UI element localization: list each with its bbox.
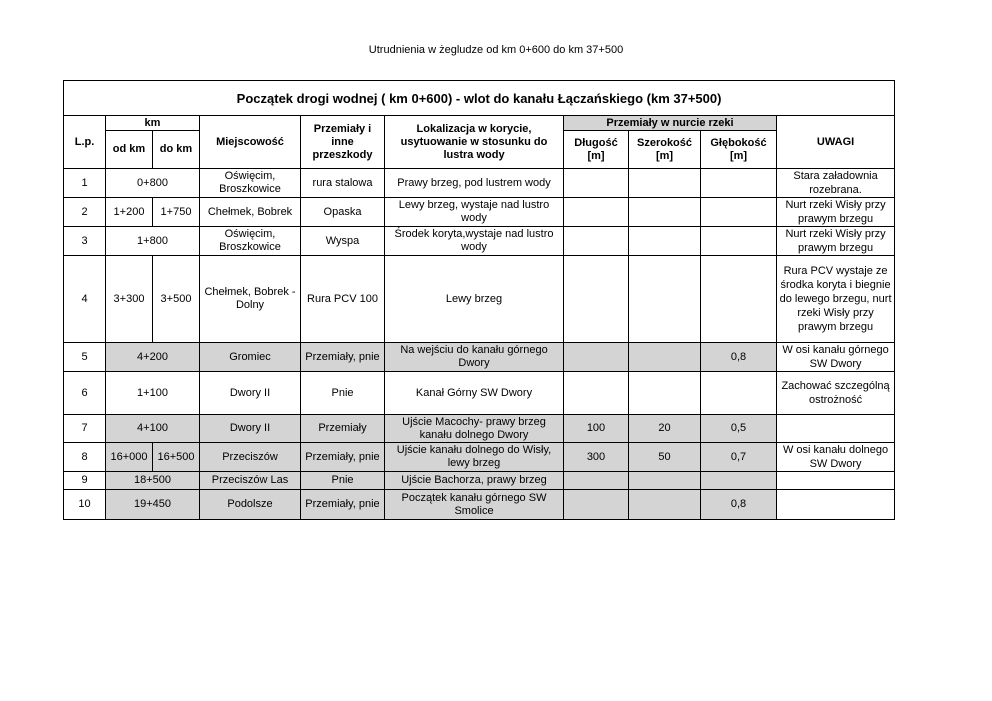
cell-km: 0+800	[106, 169, 200, 198]
header-km: km	[106, 116, 200, 131]
cell-km: 18+500	[106, 472, 200, 490]
table-row	[64, 343, 895, 372]
cell-przeszkody: Wyspa	[301, 227, 385, 256]
cell-miejscowosc: Gromiec	[200, 343, 301, 372]
cell-dlugosc	[564, 169, 629, 198]
cell-szerokosc	[629, 372, 701, 415]
cell-glebokosc: 0,8	[701, 343, 777, 372]
cell-miejscowosc: Oświęcim, Broszkowice	[200, 169, 301, 198]
cell-glebokosc	[701, 198, 777, 227]
cell-lp: 4	[64, 256, 106, 343]
cell-glebokosc: 0,8	[701, 490, 777, 520]
cell-dlugosc	[564, 472, 629, 490]
cell-uwagi: Zachować szczególną ostrożność	[777, 372, 895, 415]
cell-dlugosc	[564, 343, 629, 372]
table-row	[64, 227, 895, 256]
cell-szerokosc	[629, 198, 701, 227]
cell-przeszkody: Przemiały, pnie	[301, 490, 385, 520]
cell-dlugosc	[564, 227, 629, 256]
cell-km: 19+450	[106, 490, 200, 520]
cell-do-km: 3+500	[153, 256, 200, 343]
cell-szerokosc: 50	[629, 443, 701, 472]
cell-uwagi	[777, 490, 895, 520]
cell-do-km: 1+750	[153, 198, 200, 227]
cell-miejscowosc: Przeciszów	[200, 443, 301, 472]
cell-szerokosc	[629, 490, 701, 520]
cell-dlugosc	[564, 256, 629, 343]
cell-lokalizacja: Ujście Macochy- prawy brzeg kanału dolnego Dwory	[385, 415, 564, 443]
cell-miejscowosc: Przeciszów Las	[200, 472, 301, 490]
cell-uwagi	[777, 472, 895, 490]
cell-lokalizacja: Prawy brzeg, pod lustrem wody	[385, 169, 564, 198]
table-row	[64, 169, 895, 198]
table-row	[64, 443, 895, 472]
table-row	[64, 415, 895, 443]
cell-lp: 2	[64, 198, 106, 227]
cell-miejscowosc: Oświęcim, Broszkowice	[200, 227, 301, 256]
header-szerokosc: Szerokość [m]	[629, 131, 701, 169]
cell-do-km: 16+500	[153, 443, 200, 472]
cell-lp: 9	[64, 472, 106, 490]
cell-lokalizacja: Ujście Bachorza, prawy brzeg	[385, 472, 564, 490]
table-title: Początek drogi wodnej ( km 0+600) - wlot do kanału Łączańskiego (km 37+500)	[64, 81, 895, 116]
cell-uwagi	[777, 415, 895, 443]
cell-lokalizacja: Ujście kanału dolnego do Wisły, lewy brzeg	[385, 443, 564, 472]
cell-lokalizacja: Kanał Górny SW Dwory	[385, 372, 564, 415]
cell-lp: 3	[64, 227, 106, 256]
cell-przeszkody: Pnie	[301, 472, 385, 490]
header-lokalizacja: Lokalizacja w korycie, usytuowanie w stosunku do lustra wody	[385, 116, 564, 169]
header-lp: L.p.	[64, 116, 106, 169]
cell-km: 1+100	[106, 372, 200, 415]
cell-dlugosc: 300	[564, 443, 629, 472]
cell-miejscowosc: Dwory II	[200, 372, 301, 415]
cell-przeszkody: Przemiały, pnie	[301, 443, 385, 472]
cell-glebokosc: 0,7	[701, 443, 777, 472]
cell-lp: 8	[64, 443, 106, 472]
cell-lp: 1	[64, 169, 106, 198]
cell-uwagi: W osi kanału dolnego SW Dwory	[777, 443, 895, 472]
cell-uwagi: Rura PCV wystaje ze środka koryta i biegnie do lewego brzegu, nurt rzeki Wisły przy prawym brzegu	[777, 256, 895, 343]
table-row	[64, 198, 895, 227]
cell-dlugosc	[564, 198, 629, 227]
table-row	[64, 256, 895, 343]
cell-glebokosc	[701, 372, 777, 415]
cell-szerokosc	[629, 343, 701, 372]
cell-lp: 10	[64, 490, 106, 520]
cell-miejscowosc: Dwory II	[200, 415, 301, 443]
header-dlugosc: Długość [m]	[564, 131, 629, 169]
cell-od-km: 1+200	[106, 198, 153, 227]
table-row	[64, 472, 895, 490]
cell-glebokosc	[701, 256, 777, 343]
cell-glebokosc	[701, 227, 777, 256]
cell-uwagi: Nurt rzeki Wisły przy prawym brzegu	[777, 198, 895, 227]
cell-dlugosc	[564, 490, 629, 520]
cell-glebokosc: 0,5	[701, 415, 777, 443]
header-przemialy: Przemiały i inne przeszkody	[301, 116, 385, 169]
cell-szerokosc	[629, 169, 701, 198]
cell-lp: 6	[64, 372, 106, 415]
header-do-km: do km	[153, 131, 200, 169]
cell-km: 4+200	[106, 343, 200, 372]
cell-glebokosc	[701, 472, 777, 490]
header-miejscowosc: Miejscowość	[200, 116, 301, 169]
cell-lokalizacja: Środek koryta,wystaje nad lustro wody	[385, 227, 564, 256]
cell-szerokosc	[629, 256, 701, 343]
cell-szerokosc	[629, 227, 701, 256]
cell-km: 1+800	[106, 227, 200, 256]
cell-km: 4+100	[106, 415, 200, 443]
table-row	[64, 372, 895, 415]
cell-miejscowosc: Podolsze	[200, 490, 301, 520]
table-body	[64, 169, 895, 520]
cell-glebokosc	[701, 169, 777, 198]
table-row	[64, 490, 895, 520]
cell-dlugosc	[564, 372, 629, 415]
cell-od-km: 3+300	[106, 256, 153, 343]
cell-przeszkody: rura stalowa	[301, 169, 385, 198]
obstacles-table	[63, 80, 895, 520]
cell-lokalizacja: Lewy brzeg	[385, 256, 564, 343]
cell-dlugosc: 100	[564, 415, 629, 443]
header-glebokosc: Głębokość [m]	[701, 131, 777, 169]
header-od-km: od km	[106, 131, 153, 169]
cell-lp: 5	[64, 343, 106, 372]
cell-przeszkody: Przemiały	[301, 415, 385, 443]
header-uwagi: UWAGI	[777, 116, 895, 169]
cell-miejscowosc: Chełmek, Bobrek - Dolny	[200, 256, 301, 343]
cell-lp: 7	[64, 415, 106, 443]
cell-uwagi: W osi kanału górnego SW Dwory	[777, 343, 895, 372]
cell-przeszkody: Pnie	[301, 372, 385, 415]
cell-uwagi: Nurt rzeki Wisły przy prawym brzegu	[777, 227, 895, 256]
cell-uwagi: Stara załadownia rozebrana.	[777, 169, 895, 198]
cell-przeszkody: Rura PCV 100	[301, 256, 385, 343]
cell-przeszkody: Opaska	[301, 198, 385, 227]
cell-szerokosc: 20	[629, 415, 701, 443]
cell-lokalizacja: Lewy brzeg, wystaje nad lustro wody	[385, 198, 564, 227]
page-caption: Utrudnienia w żegludze od km 0+600 do km 37+500	[368, 44, 624, 56]
cell-szerokosc	[629, 472, 701, 490]
cell-przeszkody: Przemiały, pnie	[301, 343, 385, 372]
cell-lokalizacja: Na wejściu do kanału górnego Dwory	[385, 343, 564, 372]
cell-lokalizacja: Początek kanału górnego SW Smolice	[385, 490, 564, 520]
header-przemialy-w-nurcie: Przemiały w nurcie rzeki	[564, 116, 777, 131]
cell-miejscowosc: Chełmek, Bobrek	[200, 198, 301, 227]
cell-od-km: 16+000	[106, 443, 153, 472]
